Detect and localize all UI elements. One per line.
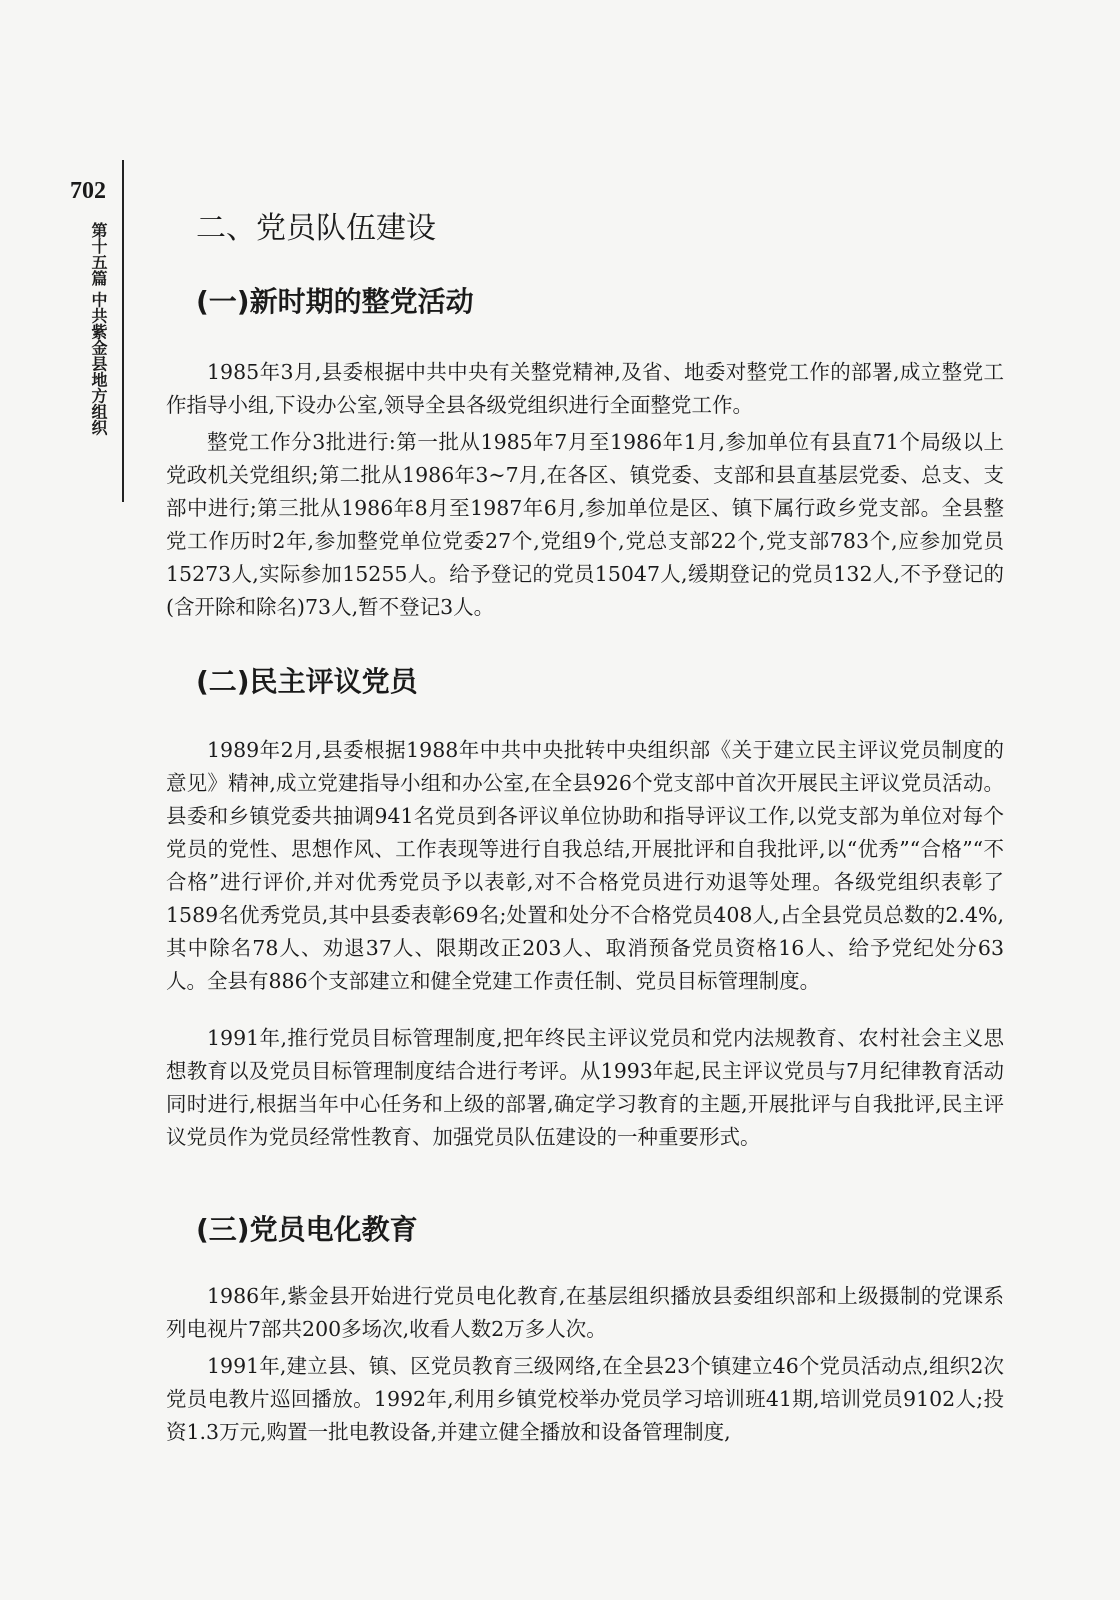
paragraph-2-1: 1989年2月,县委根据1988年中共中央批转中央组织部《关于建立民主评议党员制度的意见》精神,成立党建指导小组和办公室,在全县926个党支部中首次开展民主评议党员活动。县委和乡镇党委共抽调941名党员到各评议单位协助和指导评议工作,以党支部为单位对每个党员的党性、思想作风、工作表现等进行自我总结,开展批评和自我批评,以“优秀”“合格”“不合格”进行评价,并对优秀党员予以表彰,对不合格党员进行劝退等处理。各级党组织表彰了1589名优秀党员,其中县委表彰69名;处置和处分不合格党员408人,占全县党员总数的2.4%,其中除名78人、劝退37人、限期改正203人、取消预备党员资格16人、给予党纪处分63人。全县有886个支部建立和健全党建工作责任制、党员目标管理制度。	[166, 738, 1004, 993]
subsection-title-2: (二)民主评议党员	[196, 665, 418, 698]
paragraph-3-1: 1986年,紫金县开始进行党员电化教育,在基层组织播放县委组织部和上级摄制的党课系列电视片7部共200多场次,收看人数2万多人次。	[166, 1284, 1004, 1341]
page-number: 702	[70, 178, 106, 204]
running-title: 第十五篇 中共紫金县地方组织	[89, 222, 108, 436]
paragraph-3-2: 1991年,建立县、镇、区党员教育三级网络,在全县23个镇建立46个党员活动点,组织2次党员电教片巡回播放。1992年,利用乡镇党校举办党员学习培训班41期,培训党员9102人;投资1.3万元,购置一批电教设备,并建立健全播放和设备管理制度,	[166, 1354, 1004, 1444]
paragraph-1-2: 整党工作分3批进行:第一批从1985年7月至1986年1月,参加单位有县直71个局级以上党政机关党组织;第二批从1986年3~7月,在各区、镇党委、支部和县直基层党委、总支、支部中进行;第三批从1986年8月至1987年6月,参加单位是区、镇下属行政乡党支部。全县整党工作历时2年,参加整党单位党委27个,党组9个,党总支部22个,党支部783个,应参加党员15273人,实际参加15255人。给予登记的党员15047人,缓期登记的党员132人,不予登记的(含开除和除名)73人,暂不登记3人。	[166, 430, 1004, 619]
section-title: 二、党员队伍建设	[196, 211, 436, 246]
paragraph-1-1: 1985年3月,县委根据中共中央有关整党精神,及省、地委对整党工作的部署,成立整党工作指导小组,下设办公室,领导全县各级党组织进行全面整党工作。	[166, 360, 1004, 417]
paragraph-2-2: 1991年,推行党员目标管理制度,把年终民主评议党员和党内法规教育、农村社会主义思想教育以及党员目标管理制度结合进行考评。从1993年起,民主评议党员与7月纪律教育活动同时进行,根据当年中心任务和上级的部署,确定学习教育的主题,开展批评与自我批评,民主评议党员作为党员经常性教育、加强党员队伍建设的一种重要形式。	[166, 1026, 1004, 1149]
margin-rule	[122, 160, 124, 502]
subsection-title-1: (一)新时期的整党活动	[196, 285, 474, 318]
subsection-title-3: (三)党员电化教育	[196, 1213, 418, 1246]
